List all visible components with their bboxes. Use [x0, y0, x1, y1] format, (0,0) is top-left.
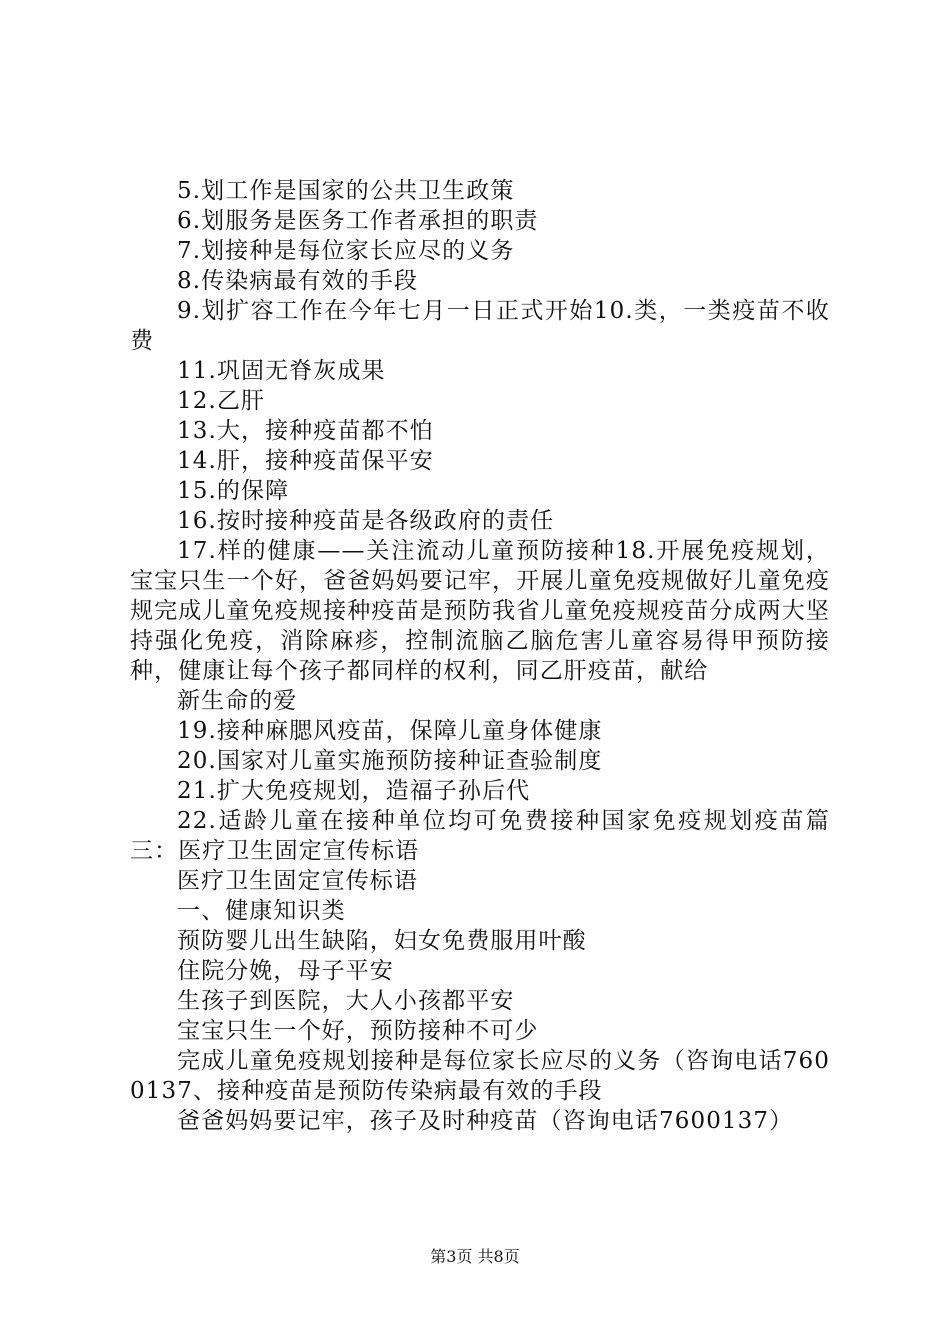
paragraph: 完成儿童免疫规划接种是每位家长应尽的义务（咨询电话7600137、接种疫苗是预防传染病最有效的手段	[130, 1048, 830, 1104]
paragraph: 宝宝只生一个好，预防接种不可少	[177, 1018, 539, 1044]
document-body	[130, 176, 830, 1136]
paragraph: 9.划扩容工作在今年七月一日正式开始10.类，一类疫苗不收费	[130, 298, 830, 354]
paragraph: 一、健康知识类	[177, 898, 346, 924]
paragraph: 16.按时接种疫苗是各级政府的责任	[177, 508, 555, 534]
paragraph: 19.接种麻腮风疫苗，保障儿童身体健康	[177, 718, 603, 744]
paragraph: 11.巩固无脊灰成果	[177, 358, 386, 384]
paragraph: 爸爸妈妈要记牢，孩子及时种疫苗（咨询电话7600137）	[177, 1108, 794, 1134]
paragraph: 21.扩大免疫规划，造福子孙后代	[177, 778, 531, 804]
paragraph: 新生命的爱	[177, 688, 298, 714]
paragraph: 13.大，接种疫苗都不怕	[177, 418, 434, 444]
paragraph: 住院分娩，母子平安	[177, 958, 394, 984]
paragraph: 17.样的健康——关注流动儿童预防接种18.开展免疫规划，宝宝只生一个好，爸爸妈妈要记牢，开展儿童免疫规做好儿童免疫规完成儿童免疫规接种疫苗是预防我省儿童免疫规疫苗分成两大坚持强化免疫，消除麻疹，控制流脑乙脑危害儿童容易得甲预防接种，健康让每个孩子都同样的权利，同乙肝疫苗，献给	[130, 538, 830, 684]
paragraph: 22.适龄儿童在接种单位均可免费接种国家免疫规划疫苗篇三：医疗卫生固定宣传标语	[130, 808, 830, 864]
paragraph: 15.的保障	[177, 478, 290, 504]
paragraph: 医疗卫生固定宣传标语	[177, 868, 418, 894]
paragraph: 8.传染病最有效的手段	[177, 268, 419, 294]
paragraph: 12.乙肝	[177, 388, 266, 414]
paragraph: 5.划工作是国家的公共卫生政策	[177, 178, 515, 204]
paragraph: 20.国家对儿童实施预防接种证查验制度	[177, 748, 603, 774]
paragraph: 生孩子到医院，大人小孩都平安	[177, 988, 515, 1014]
page-footer: 第3页 共8页	[430, 1247, 520, 1266]
paragraph: 预防婴儿出生缺陷，妇女免费服用叶酸	[177, 928, 587, 954]
paragraph: 7.划接种是每位家长应尽的义务	[177, 238, 515, 264]
paragraph: 6.划服务是医务工作者承担的职责	[177, 208, 539, 234]
paragraph: 14.肝，接种疫苗保平安	[177, 448, 434, 474]
